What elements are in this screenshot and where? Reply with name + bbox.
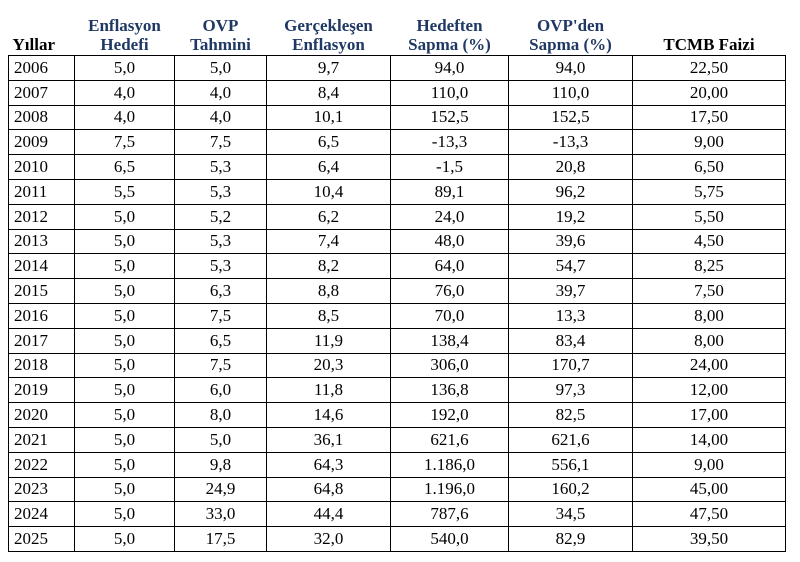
header-line: Hedeften [416,16,483,35]
target-cell: 5,0 [75,254,175,279]
ovp-forecast-cell: 5,0 [175,427,267,452]
table-row [9,130,786,155]
header-line: Sapma (%) [408,35,491,54]
year-cell: 2015 [9,279,75,304]
target-deviation-cell: 48,0 [391,229,509,254]
ovp-deviation-cell: 170,7 [509,353,633,378]
ovp-forecast-cell: 5,0 [175,56,267,81]
ovp-deviation-cell: 556,1 [509,452,633,477]
ovp-forecast-cell: 17,5 [175,527,267,552]
year-cell: 2025 [9,527,75,552]
header-line: Tahmini [190,35,251,54]
ovp-forecast-cell: 5,3 [175,179,267,204]
target-cell: 4,0 [75,80,175,105]
ovp-deviation-cell: 621,6 [509,427,633,452]
realized-inflation-cell: 8,4 [267,80,391,105]
target-deviation-cell: 138,4 [391,328,509,353]
target-cell: 5,0 [75,502,175,527]
policy-rate-cell: 8,00 [633,328,786,353]
policy-rate-cell: 17,00 [633,403,786,428]
year-cell: 2017 [9,328,75,353]
ovp-forecast-cell: 6,5 [175,328,267,353]
table-row [9,303,786,328]
target-cell: 7,5 [75,130,175,155]
policy-rate-cell: 47,50 [633,502,786,527]
policy-rate-cell: 9,00 [633,452,786,477]
target-deviation-cell: 89,1 [391,179,509,204]
header-yillar [9,6,75,56]
target-deviation-cell: 306,0 [391,353,509,378]
target-deviation-cell: 1.196,0 [391,477,509,502]
target-cell: 5,5 [75,179,175,204]
target-deviation-cell: 24,0 [391,204,509,229]
table-body [9,56,786,552]
ovp-deviation-cell: 97,3 [509,378,633,403]
target-cell: 5,0 [75,303,175,328]
ovp-forecast-cell: 5,2 [175,204,267,229]
policy-rate-cell: 24,00 [633,353,786,378]
table-row [9,179,786,204]
header-line: Gerçekleşen [284,16,373,35]
realized-inflation-cell: 64,8 [267,477,391,502]
target-cell: 5,0 [75,427,175,452]
header-line: Hedefi [100,35,149,54]
table-header [9,6,786,56]
table-row [9,279,786,304]
target-cell: 5,0 [75,378,175,403]
policy-rate-cell: 6,50 [633,155,786,180]
year-cell: 2022 [9,452,75,477]
realized-inflation-cell: 64,3 [267,452,391,477]
ovp-forecast-cell: 6,0 [175,378,267,403]
year-cell: 2009 [9,130,75,155]
target-cell: 5,0 [75,279,175,304]
ovp-forecast-cell: 4,0 [175,105,267,130]
year-cell: 2008 [9,105,75,130]
target-cell: 5,0 [75,204,175,229]
policy-rate-cell: 8,25 [633,254,786,279]
target-cell: 5,0 [75,527,175,552]
header-line: Enflasyon [292,35,365,54]
policy-rate-cell: 45,00 [633,477,786,502]
table-row [9,527,786,552]
ovp-forecast-cell: 33,0 [175,502,267,527]
target-deviation-cell: 110,0 [391,80,509,105]
ovp-deviation-cell: 54,7 [509,254,633,279]
table-row [9,56,786,81]
target-cell: 5,0 [75,353,175,378]
target-deviation-cell: 76,0 [391,279,509,304]
year-cell: 2013 [9,229,75,254]
target-cell: 6,5 [75,155,175,180]
table-row [9,229,786,254]
realized-inflation-cell: 10,1 [267,105,391,130]
ovp-forecast-cell: 6,3 [175,279,267,304]
realized-inflation-cell: 10,4 [267,179,391,204]
realized-inflation-cell: 6,2 [267,204,391,229]
target-deviation-cell: 621,6 [391,427,509,452]
year-cell: 2016 [9,303,75,328]
target-cell: 5,0 [75,403,175,428]
policy-rate-cell: 5,50 [633,204,786,229]
policy-rate-cell: 12,00 [633,378,786,403]
realized-inflation-cell: 20,3 [267,353,391,378]
ovp-deviation-cell: 83,4 [509,328,633,353]
realized-inflation-cell: 8,2 [267,254,391,279]
policy-rate-cell: 22,50 [633,56,786,81]
ovp-forecast-cell: 5,3 [175,155,267,180]
header-line: Yıllar [12,35,55,54]
policy-rate-cell: 7,50 [633,279,786,304]
ovp-deviation-cell: 19,2 [509,204,633,229]
policy-rate-cell: 39,50 [633,527,786,552]
target-deviation-cell: -1,5 [391,155,509,180]
ovp-deviation-cell: 34,5 [509,502,633,527]
ovp-deviation-cell: 96,2 [509,179,633,204]
header-ovpden-sapma [509,6,633,56]
ovp-forecast-cell: 7,5 [175,353,267,378]
ovp-forecast-cell: 5,3 [175,229,267,254]
ovp-forecast-cell: 5,3 [175,254,267,279]
target-deviation-cell: -13,3 [391,130,509,155]
target-deviation-cell: 1.186,0 [391,452,509,477]
realized-inflation-cell: 11,8 [267,378,391,403]
ovp-deviation-cell: 110,0 [509,80,633,105]
realized-inflation-cell: 6,4 [267,155,391,180]
inflation-table-container [8,6,786,552]
ovp-forecast-cell: 4,0 [175,80,267,105]
year-cell: 2020 [9,403,75,428]
table-row [9,155,786,180]
policy-rate-cell: 4,50 [633,229,786,254]
table-row [9,254,786,279]
year-cell: 2007 [9,80,75,105]
year-cell: 2024 [9,502,75,527]
ovp-deviation-cell: 13,3 [509,303,633,328]
target-cell: 5,0 [75,452,175,477]
year-cell: 2019 [9,378,75,403]
ovp-forecast-cell: 7,5 [175,130,267,155]
year-cell: 2023 [9,477,75,502]
realized-inflation-cell: 36,1 [267,427,391,452]
table-row [9,403,786,428]
policy-rate-cell: 9,00 [633,130,786,155]
ovp-forecast-cell: 7,5 [175,303,267,328]
target-deviation-cell: 192,0 [391,403,509,428]
target-deviation-cell: 136,8 [391,378,509,403]
target-cell: 5,0 [75,56,175,81]
policy-rate-cell: 17,50 [633,105,786,130]
header-line: TCMB Faizi [663,35,755,54]
header-line: OVP'den [536,16,605,35]
year-cell: 2018 [9,353,75,378]
table-row [9,105,786,130]
header-row [9,6,786,56]
year-cell: 2012 [9,204,75,229]
target-cell: 4,0 [75,105,175,130]
policy-rate-cell: 14,00 [633,427,786,452]
ovp-deviation-cell: 20,8 [509,155,633,180]
realized-inflation-cell: 44,4 [267,502,391,527]
inflation-table [8,6,786,552]
table-row [9,452,786,477]
ovp-deviation-cell: 39,6 [509,229,633,254]
target-cell: 5,0 [75,477,175,502]
target-deviation-cell: 787,6 [391,502,509,527]
table-row [9,427,786,452]
target-cell: 5,0 [75,328,175,353]
target-deviation-cell: 94,0 [391,56,509,81]
policy-rate-cell: 20,00 [633,80,786,105]
realized-inflation-cell: 11,9 [267,328,391,353]
header-tcmb-faizi [633,6,786,56]
ovp-deviation-cell: 82,9 [509,527,633,552]
header-enflasyon-hedefi [75,6,175,56]
ovp-deviation-cell: 94,0 [509,56,633,81]
ovp-forecast-cell: 8,0 [175,403,267,428]
header-line: Sapma (%) [529,35,612,54]
ovp-deviation-cell: 160,2 [509,477,633,502]
year-cell: 2011 [9,179,75,204]
ovp-deviation-cell: 82,5 [509,403,633,428]
ovp-forecast-cell: 24,9 [175,477,267,502]
table-row [9,477,786,502]
target-deviation-cell: 540,0 [391,527,509,552]
realized-inflation-cell: 9,7 [267,56,391,81]
header-ovp-tahmini [175,6,267,56]
year-cell: 2021 [9,427,75,452]
table-row [9,80,786,105]
realized-inflation-cell: 7,4 [267,229,391,254]
header-gerceklesen-enflasyon [267,6,391,56]
header-line: OVP [202,16,239,35]
year-cell: 2006 [9,56,75,81]
policy-rate-cell: 8,00 [633,303,786,328]
ovp-deviation-cell: 152,5 [509,105,633,130]
realized-inflation-cell: 6,5 [267,130,391,155]
target-deviation-cell: 70,0 [391,303,509,328]
realized-inflation-cell: 8,5 [267,303,391,328]
policy-rate-cell: 5,75 [633,179,786,204]
year-cell: 2014 [9,254,75,279]
table-row [9,378,786,403]
target-deviation-cell: 152,5 [391,105,509,130]
ovp-deviation-cell: 39,7 [509,279,633,304]
year-cell: 2010 [9,155,75,180]
ovp-deviation-cell: -13,3 [509,130,633,155]
ovp-forecast-cell: 9,8 [175,452,267,477]
table-row [9,204,786,229]
header-hedeften-sapma [391,6,509,56]
table-row [9,502,786,527]
table-row [9,328,786,353]
realized-inflation-cell: 8,8 [267,279,391,304]
header-line: Enflasyon [88,16,161,35]
realized-inflation-cell: 14,6 [267,403,391,428]
target-cell: 5,0 [75,229,175,254]
table-row [9,353,786,378]
target-deviation-cell: 64,0 [391,254,509,279]
realized-inflation-cell: 32,0 [267,527,391,552]
